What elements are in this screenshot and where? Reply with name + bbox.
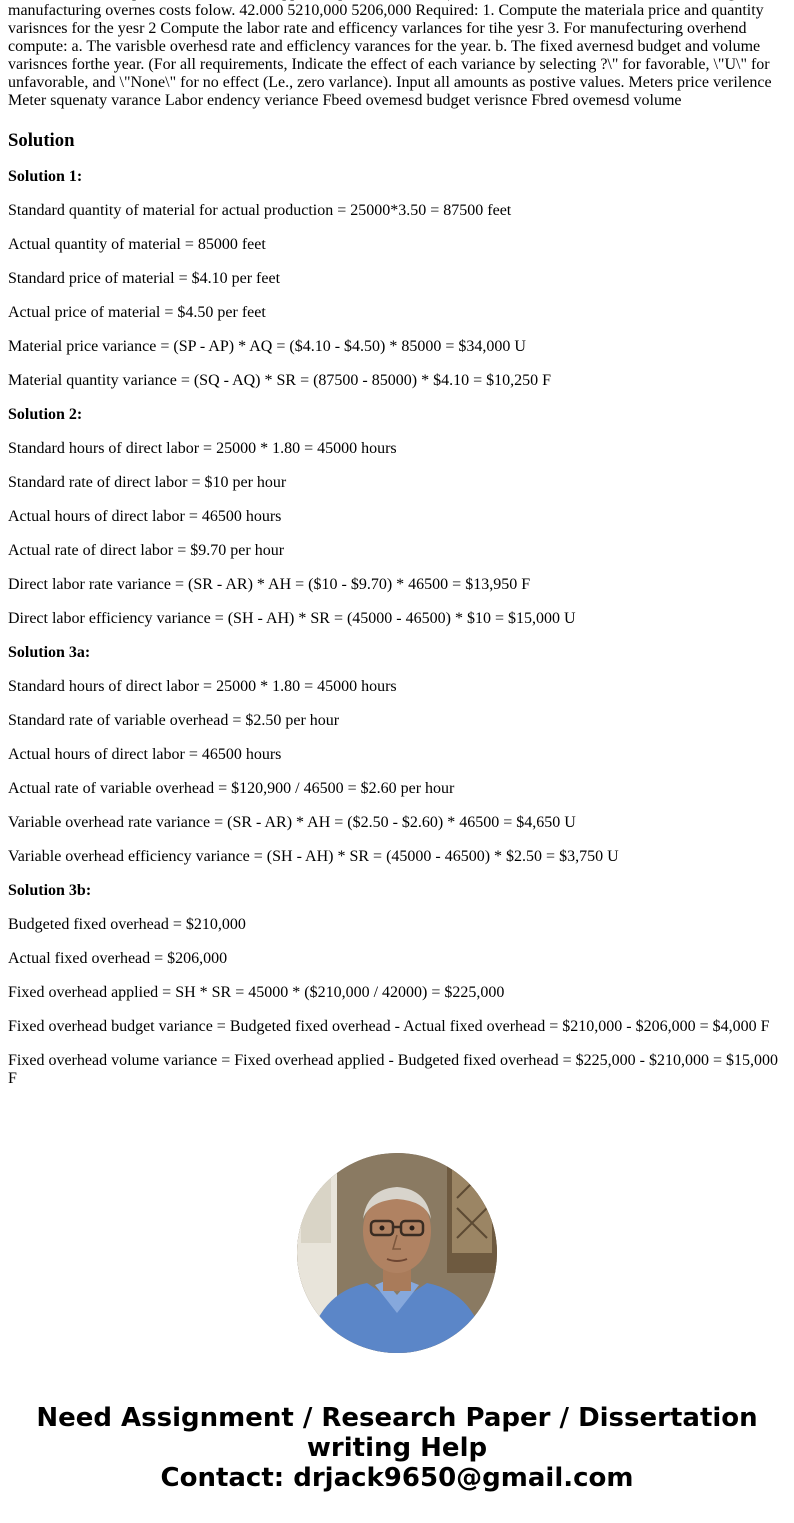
solution-line: Standard rate of variable overhead = $2.50 per hour bbox=[8, 712, 340, 729]
author-avatar bbox=[297, 1153, 497, 1353]
solution-heading: Solution 3b: bbox=[8, 882, 92, 899]
solution-line: Actual hours of direct labor = 46500 hours bbox=[8, 508, 282, 525]
solution-line: Material quantity variance = (SQ - AQ) * SR = (87500 - 85000) * $4.10 = $10,250 F bbox=[8, 372, 551, 389]
solution-line: Actual rate of variable overhead = $120,900 / 46500 = $2.60 per hour bbox=[8, 780, 455, 797]
solution-line: Standard price of material = $4.10 per feet bbox=[8, 270, 281, 287]
solution-line: Variable overhead rate variance = (SR - AR) * AH = ($2.50 - $2.60) * 46500 = $4,650 U bbox=[8, 814, 576, 831]
solution-heading: Solution 1: bbox=[8, 168, 83, 185]
solution-line: Fixed overhead applied = SH * SR = 45000 * ($210,000 / 42000) = $225,000 bbox=[8, 984, 505, 1001]
question-text: manufacturing overnes costs folow. 42.000 5210,000 5206,000 Required: 1. Compute the materiala price and quantity varisnces for the yesr 2 Compute the labor rate and efficency varlances for tihe yesr 3. For manufecturing overhend compute: a. The varisble overhesd rate and efficlency varances for the year. b. The fixed avernesd budget and volume varisnces forthe year. (For all requirements, Indicate the effect of each variance by selecting ?\" for favorable, \"U\" for unfavorable, and \"None\" for no effect (Le., zero varlance). Input all amounts as postive values. Meters price verilence Meter squenaty varance Labor endency veriance Fbeed ovemesd budget verisnce Fbred ovemesd volume bbox=[8, 2, 772, 109]
solution-line: Actual rate of direct labor = $9.70 per hour bbox=[8, 542, 285, 559]
solution-lines bbox=[8, 168, 780, 1088]
solution-title: Solution bbox=[8, 130, 75, 151]
solution-line: Variable overhead efficiency variance = (SH - AH) * SR = (45000 - 46500) * $2.50 = $3,750 U bbox=[8, 848, 619, 865]
contact-banner bbox=[0, 1403, 794, 1493]
banner-line-2: writing Help bbox=[306, 1433, 488, 1463]
solution-line: Standard quantity of material for actual production = 25000*3.50 = 87500 feet bbox=[8, 202, 512, 219]
solution-line: Material price variance = (SP - AP) * AQ = ($4.10 - $4.50) * 85000 = $34,000 U bbox=[8, 338, 526, 355]
solution-line: Direct labor rate variance = (SR - AR) * AH = ($10 - $9.70) * 46500 = $13,950 F bbox=[8, 576, 531, 593]
solution-line: Direct labor efficiency variance = (SH - AH) * SR = (45000 - 46500) * $10 = $15,000 U bbox=[8, 610, 576, 627]
solution-line: Actual hours of direct labor = 46500 hours bbox=[8, 746, 282, 763]
solution-line: Budgeted fixed overhead = $210,000 bbox=[8, 916, 246, 933]
banner-contact-line: Contact: drjack9650@gmail.com bbox=[160, 1463, 634, 1493]
solution-line: Standard hours of direct labor = 25000 * 1.80 = 45000 hours bbox=[8, 678, 397, 695]
document-body bbox=[8, 0, 780, 1088]
author-photo-icon bbox=[297, 1153, 497, 1353]
solution-heading: Solution 3a: bbox=[8, 644, 91, 661]
solution-line: Standard hours of direct labor = 25000 * 1.80 = 45000 hours bbox=[8, 440, 397, 457]
solution-line: Actual fixed overhead = $206,000 bbox=[8, 950, 228, 967]
solution-line: Standard rate of direct labor = $10 per hour bbox=[8, 474, 287, 491]
solution-line: Actual price of material = $4.50 per feet bbox=[8, 304, 266, 321]
solution-line: Actual quantity of material = 85000 feet bbox=[8, 236, 266, 253]
solution-line: Fixed overhead volume variance = Fixed overhead applied - Budgeted fixed overhead = $225,000 - $210,000 = $15,000 F bbox=[8, 1052, 778, 1087]
solution-line: Fixed overhead budget variance = Budgeted fixed overhead - Actual fixed overhead = $210,000 - $206,000 = $4,000 F bbox=[8, 1018, 770, 1035]
banner-line-1: Need Assignment / Research Paper / Dissertation bbox=[36, 1403, 758, 1433]
solution-heading: Solution 2: bbox=[8, 406, 83, 423]
